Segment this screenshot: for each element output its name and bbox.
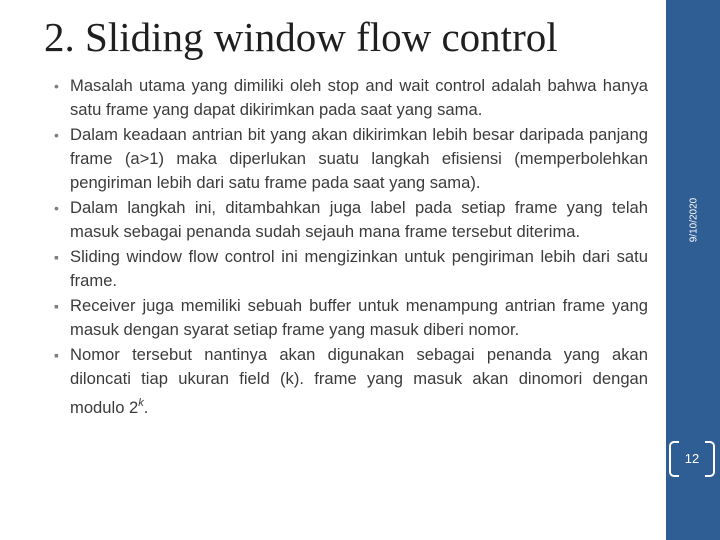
bullet-text: Dalam keadaan antrian bit yang akan dikirimkan lebih besar daripada panjang frame (a>1) maka diperlukan suatu langkah efisiensi (memperbolehkan pengiriman lebih dari satu frame pada saat yang sama).: [70, 125, 648, 192]
bullet-icon: ▪: [54, 298, 59, 314]
bullet-icon: ▪: [54, 347, 59, 363]
bullet-text: Nomor tersebut nantinya akan digunakan sebagai penanda yang akan diloncati tiap ukuran field (k). frame yang masuk akan dinomori dengan modulo 2: [70, 345, 648, 417]
bullet-item: [48, 74, 648, 122]
bullet-icon: •: [54, 78, 59, 94]
page-number-badge: [669, 441, 715, 475]
bullet-end-period: .: [143, 398, 149, 417]
bullet-item: [48, 343, 648, 420]
bullet-text: Sliding window flow control ini mengizinkan untuk pengiriman lebih dari satu frame.: [70, 247, 648, 290]
bullet-text: Dalam langkah ini, ditambahkan juga label pada setiap frame yang telah masuk sebagai penanda sudah sejauh mana frame tersebut diterima.: [70, 198, 648, 241]
bullet-text: Masalah utama yang dimiliki oleh stop and wait control adalah bahwa hanya satu frame yang dapat dikirimkan pada saat yang sama.: [70, 76, 648, 119]
bullet-icon: •: [54, 127, 59, 143]
bullet-icon: •: [54, 200, 59, 216]
bullet-item: [48, 196, 648, 244]
exponent-k: k: [138, 397, 144, 409]
bullet-text: Receiver juga memiliki sebuah buffer untuk menampung antrian frame yang masuk dengan syarat setiap frame yang masuk diberi nomor.: [70, 296, 648, 339]
bullet-list: [48, 74, 648, 421]
slide-title: 2. Sliding window flow control: [44, 14, 558, 60]
bullet-item: [48, 123, 648, 195]
bullet-item: [48, 294, 648, 342]
slide-date: 9/10/2020: [688, 197, 700, 243]
page-number: 12: [684, 451, 700, 466]
bullet-icon: ▪: [54, 249, 59, 265]
bullet-item: [48, 245, 648, 293]
